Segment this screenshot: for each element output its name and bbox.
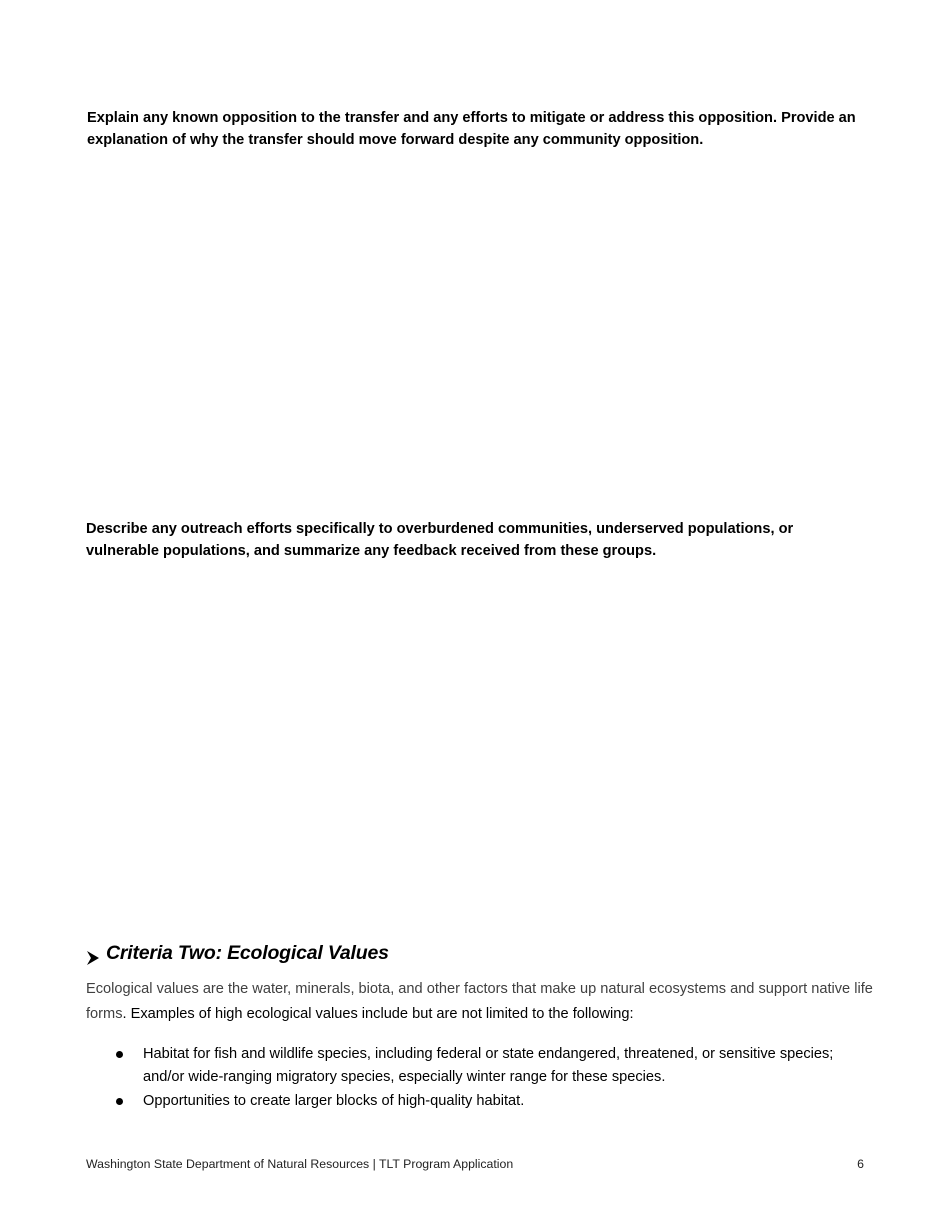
- bullet-icon: [116, 1098, 123, 1105]
- section-heading-text: Criteria Two: Ecological Values: [106, 942, 389, 964]
- arrow-right-icon: [86, 946, 100, 962]
- outreach-prompt: Describe any outreach efforts specifically to overburdened communities, underserved populations, or vulnerable populations, and summarize any feedback received from these groups.: [86, 521, 794, 559]
- page-footer: [86, 1156, 864, 1172]
- section-intro: [86, 977, 876, 1027]
- intro-definition: Ecological values are the water, minerals, biota, and other factors that make up natural ecosystems and support native life forms: [86, 981, 873, 1022]
- intro-examples: . Examples of high ecological values include but are not limited to the following:: [122, 1006, 634, 1022]
- footer-text: Washington State Department of Natural Resources | TLT Program Application: [86, 1157, 514, 1171]
- list-item-text: Habitat for fish and wildlife species, including federal or state endangered, threatened, or sensitive species; and/or wide-ranging migratory species, especially winter range for these species.: [143, 1046, 834, 1085]
- bullet-icon: [116, 1051, 123, 1058]
- list-item: [86, 1090, 876, 1113]
- opposition-prompt: Explain any known opposition to the transfer and any efforts to mitigate or address this opposition. Provide an explanation of why the transfer should move forward despite any community opposition.: [87, 110, 856, 148]
- ecological-values-list: [86, 1043, 876, 1114]
- section-heading: [86, 939, 389, 967]
- page-number: 6: [857, 1157, 864, 1171]
- list-item: [86, 1043, 876, 1089]
- list-item-text: Opportunities to create larger blocks of high-quality habitat.: [143, 1093, 525, 1109]
